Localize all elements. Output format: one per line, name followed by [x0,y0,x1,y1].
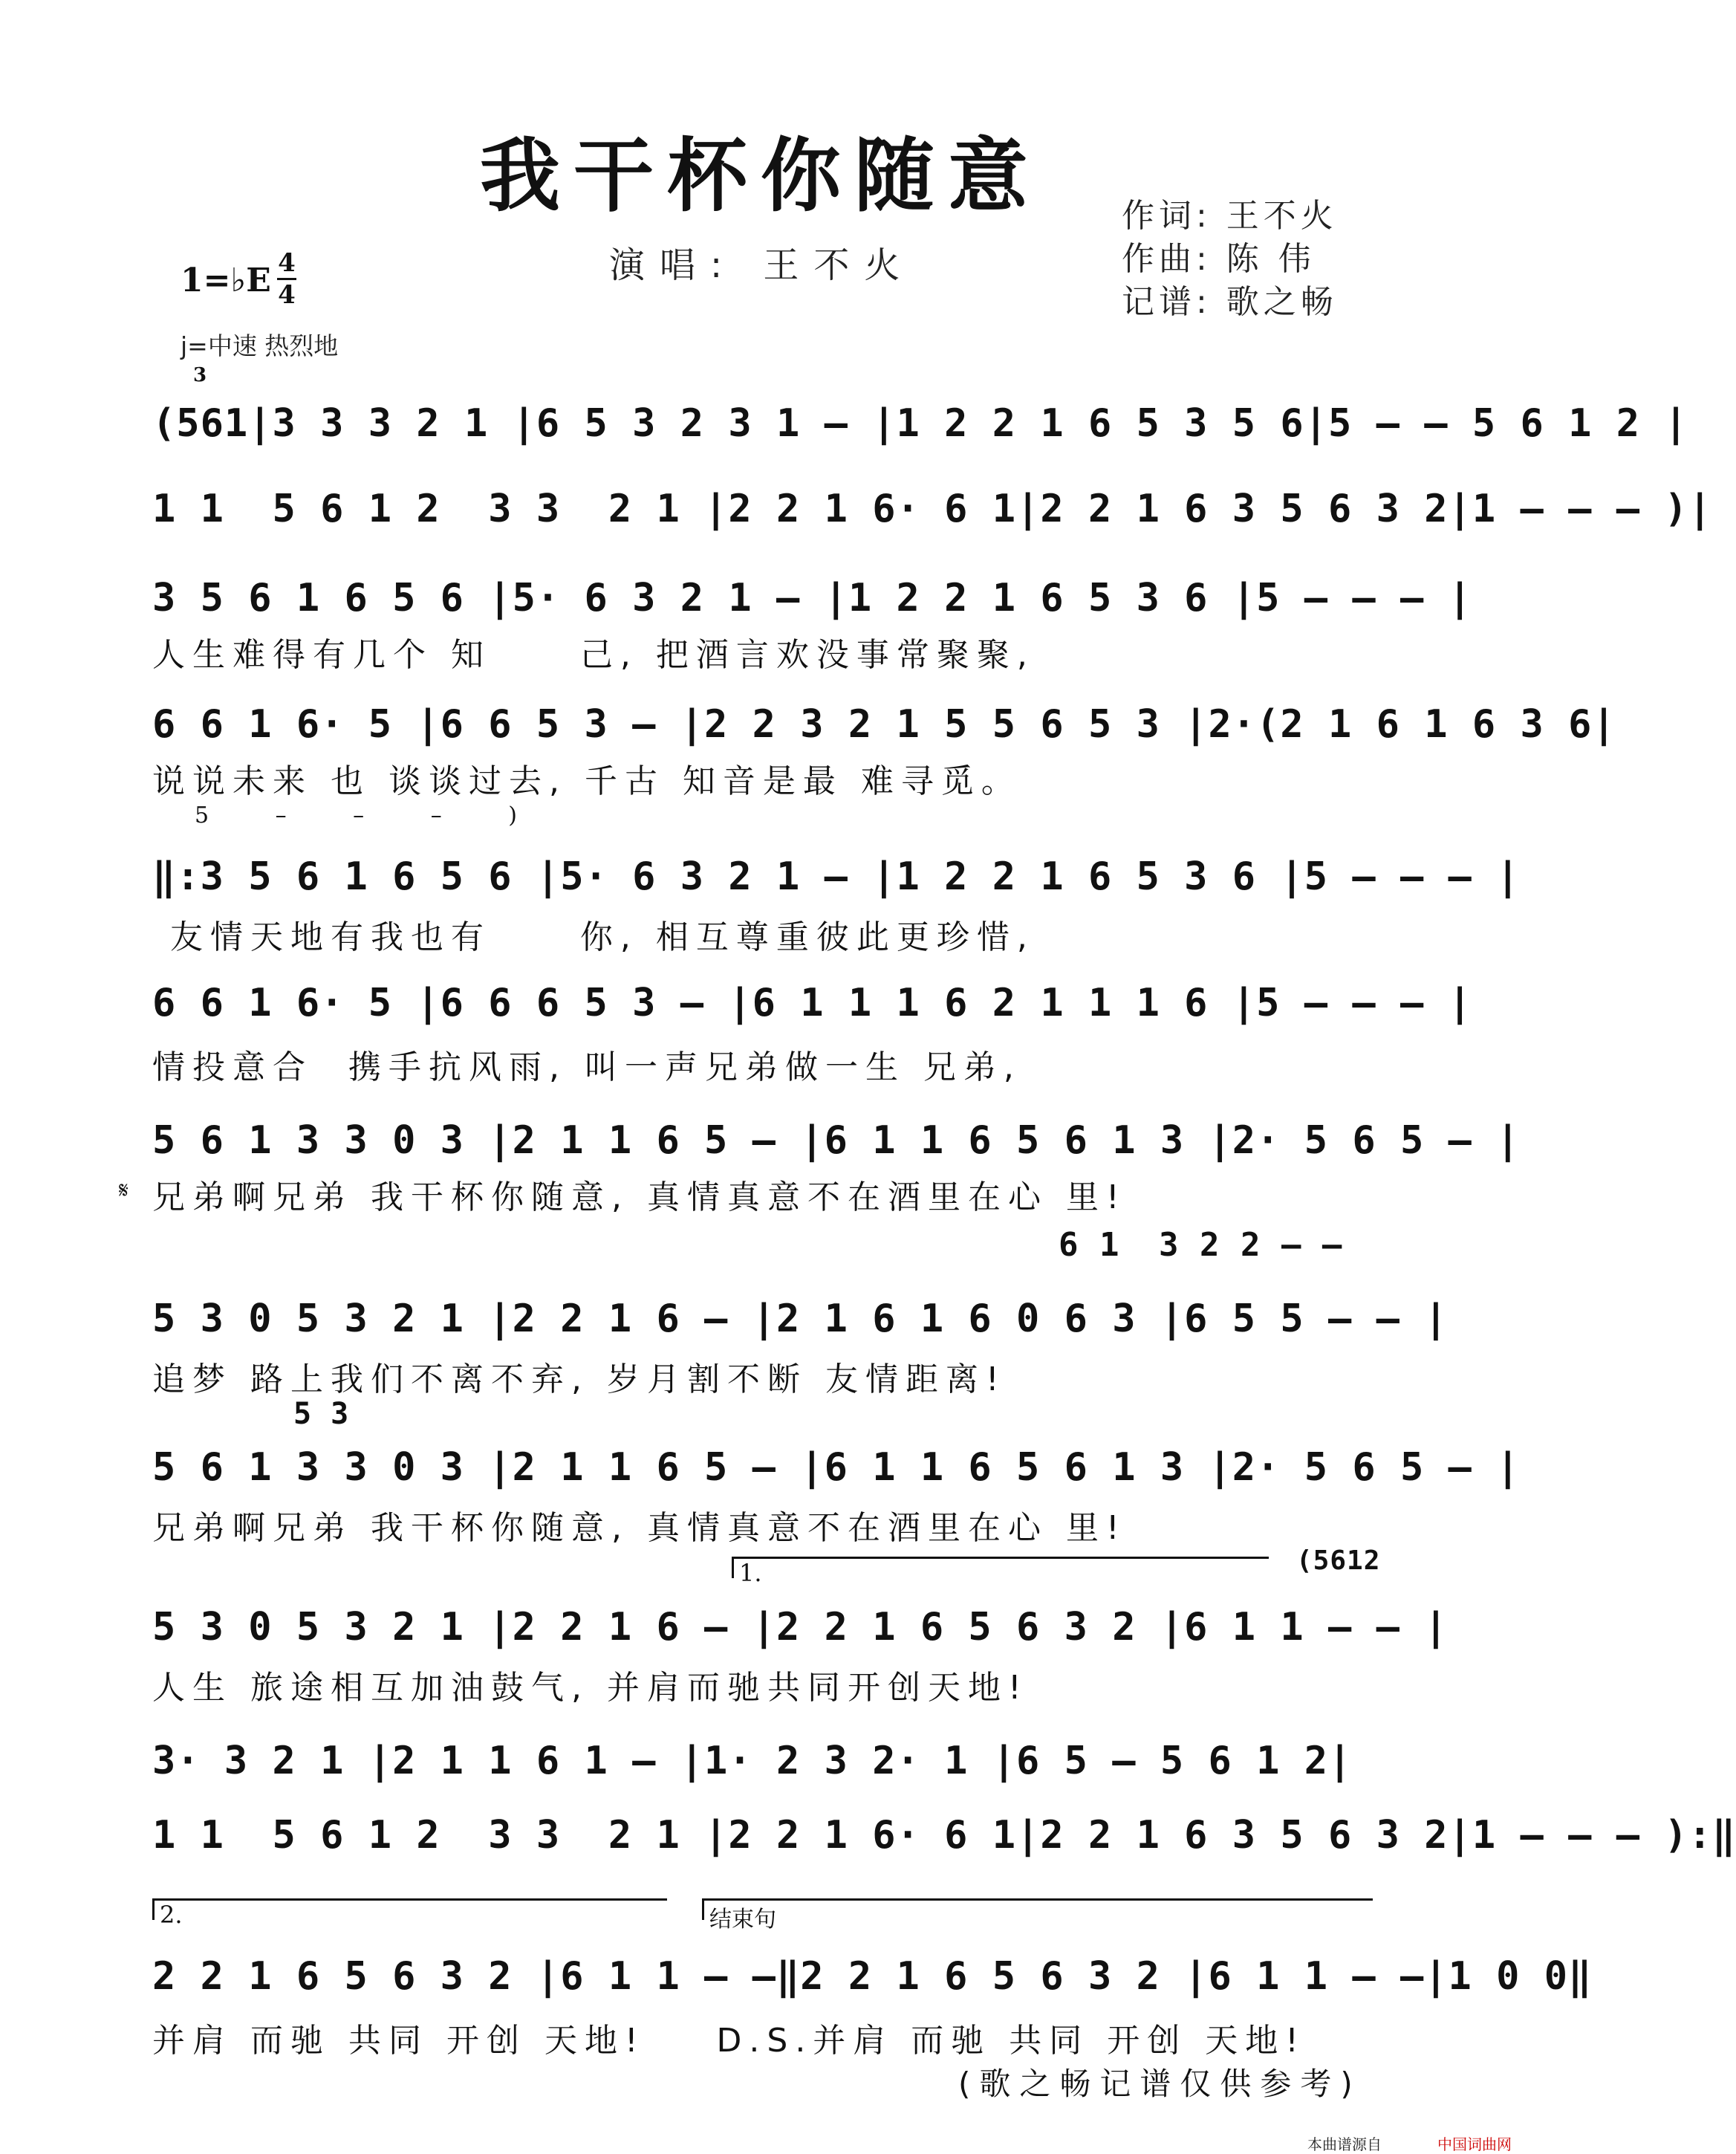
key-signature: 1=♭E [181,262,271,299]
music-row-2: 1 1 5 6 1 2 3 3 2 1 |2 2 1 6· 6 1|2 2 1 6 3 5 6 3 2|1 – – – )| [152,487,1712,531]
ending-bracket [702,1898,1373,1920]
watermark-site: 中国词曲网 [1437,2135,1512,2153]
lyricist-credit: 作词: 王不火 [1122,197,1338,235]
lyric-row-8: 追梦 路上我们不离不弃, 岁月割不断 友情距离! [152,1360,1007,1398]
time-bottom: 4 [278,280,296,310]
music-row-11: 3· 3 2 1 |2 1 1 6 1 – |1· 2 3 2· 1 |6 5 – 5 6 1 2| [152,1739,1353,1783]
singer-credit: 演唱: 王不火 [609,244,915,286]
lyric-row-7: 兄弟啊兄弟 我干杯你随意, 真情真意不在酒里在心 里! [152,1178,1127,1216]
lyric-row-10: 人生 旅途相互加油鼓气, 并肩而驰共同开创天地! [152,1669,1029,1707]
music-row-10: 5 3 0 5 3 2 1 |2 2 1 6 – |2 2 1 6 5 6 3 2 |6 1 1 – – | [152,1605,1449,1649]
music-row-4: 6 6 1 6· 5 |6 6 5 3 – |2 2 3 2 1 5 5 6 5 3 |2·(2 1 6 1 6 3 6| [152,702,1616,747]
music-row-12: 1 1 5 6 1 2 3 3 2 1 |2 2 1 6· 6 1|2 2 1 6 3 5 6 3 2|1 – – – ):‖ [152,1813,1736,1858]
lyric-row-6: 情投意合 携手抗风雨, 叫一声兄弟做一生 兄弟, [152,1048,1021,1086]
footer-note: (歌之畅记谱仅供参考) [958,2066,1362,2102]
bracket-notes: (5612 [1296,1545,1381,1576]
lyric-row-9: 兄弟啊兄弟 我干杯你随意, 真情真意不在酒里在心 里! [152,1509,1127,1547]
triplet-mark: 3 [193,364,208,386]
music-row-9: 5 6 1 3 3 0 3 |2 1 1 6 5 – |6 1 1 6 5 6 1 3 |2· 5 6 5 – | [152,1445,1521,1490]
lyric-row-4: 说说未来 也 谈谈过去, 千古 知音是最 难寻觅。 [152,762,1021,800]
volta-1-bracket [732,1557,1269,1578]
music-row-13: 2 2 1 6 5 6 3 2 |6 1 1 – –‖2 2 1 6 5 6 3 2 |6 1 1 – –|1 0 0‖ [152,1954,1593,1999]
music-row-1: (561|3 3 3 2 1 |6 5 3 2 3 1 – |1 2 2 1 6 5 3 5 6|5 – – 5 6 1 2 | [152,401,1688,446]
time-top: 4 [278,248,296,278]
stacked-notes: 5 – – – ) [195,802,547,828]
transcriber-credit: 记谱: 歌之畅 [1122,283,1338,321]
alt-notes-c: 5 3 [293,1397,350,1431]
lyric-row-5: 友情天地有我也有 你, 相互尊重彼此更珍惜, [152,918,1035,956]
music-row-7: 5 6 1 3 3 0 3 |2 1 1 6 5 – |6 1 1 6 5 6 1 3 |2· 5 6 5 – | [152,1118,1521,1163]
tempo-marking: j=中速 热烈地 [181,331,339,360]
time-signature [277,250,296,308]
composer-credit: 作曲: 陈 伟 [1122,240,1316,278]
alt-notes-a: 6 1 [1059,1226,1120,1264]
music-row-6: 6 6 1 6· 5 |6 6 6 5 3 – |6 1 1 1 6 2 1 1 1 6 |5 – – – | [152,981,1472,1025]
watermark-source: 本曲谱源自 [1307,2135,1382,2153]
music-row-8: 5 3 0 5 3 2 1 |2 2 1 6 – |2 1 6 1 6 0 6 3 |6 5 5 – – | [152,1297,1449,1341]
volta-2-label: 2. [160,1901,183,1929]
song-title: 我干杯你随意 [479,129,1041,223]
volta-1-label: 1. [739,1559,762,1587]
volta-2-bracket [152,1898,667,1920]
alt-notes-b: 3 2 2 – – [1159,1226,1343,1264]
segno-sign: 𝄋 [119,1178,129,1204]
music-row-3: 3 5 6 1 6 5 6 |5· 6 3 2 1 – |1 2 2 1 6 5 3 6 |5 – – – | [152,576,1472,620]
ending-label: 结束句 [709,1907,776,1933]
music-row-5: ‖:3 5 6 1 6 5 6 |5· 6 3 2 1 – |1 2 2 1 6 5 3 6 |5 – – – | [152,854,1521,899]
lyric-row-13: 并肩 而驰 共同 开创 天地! D.S.并肩 而驰 共同 开创 天地! [152,2022,1306,2060]
lyric-row-3: 人生难得有几个 知 己, 把酒言欢没事常聚聚, [152,636,1035,674]
credits-block [1122,195,1338,324]
